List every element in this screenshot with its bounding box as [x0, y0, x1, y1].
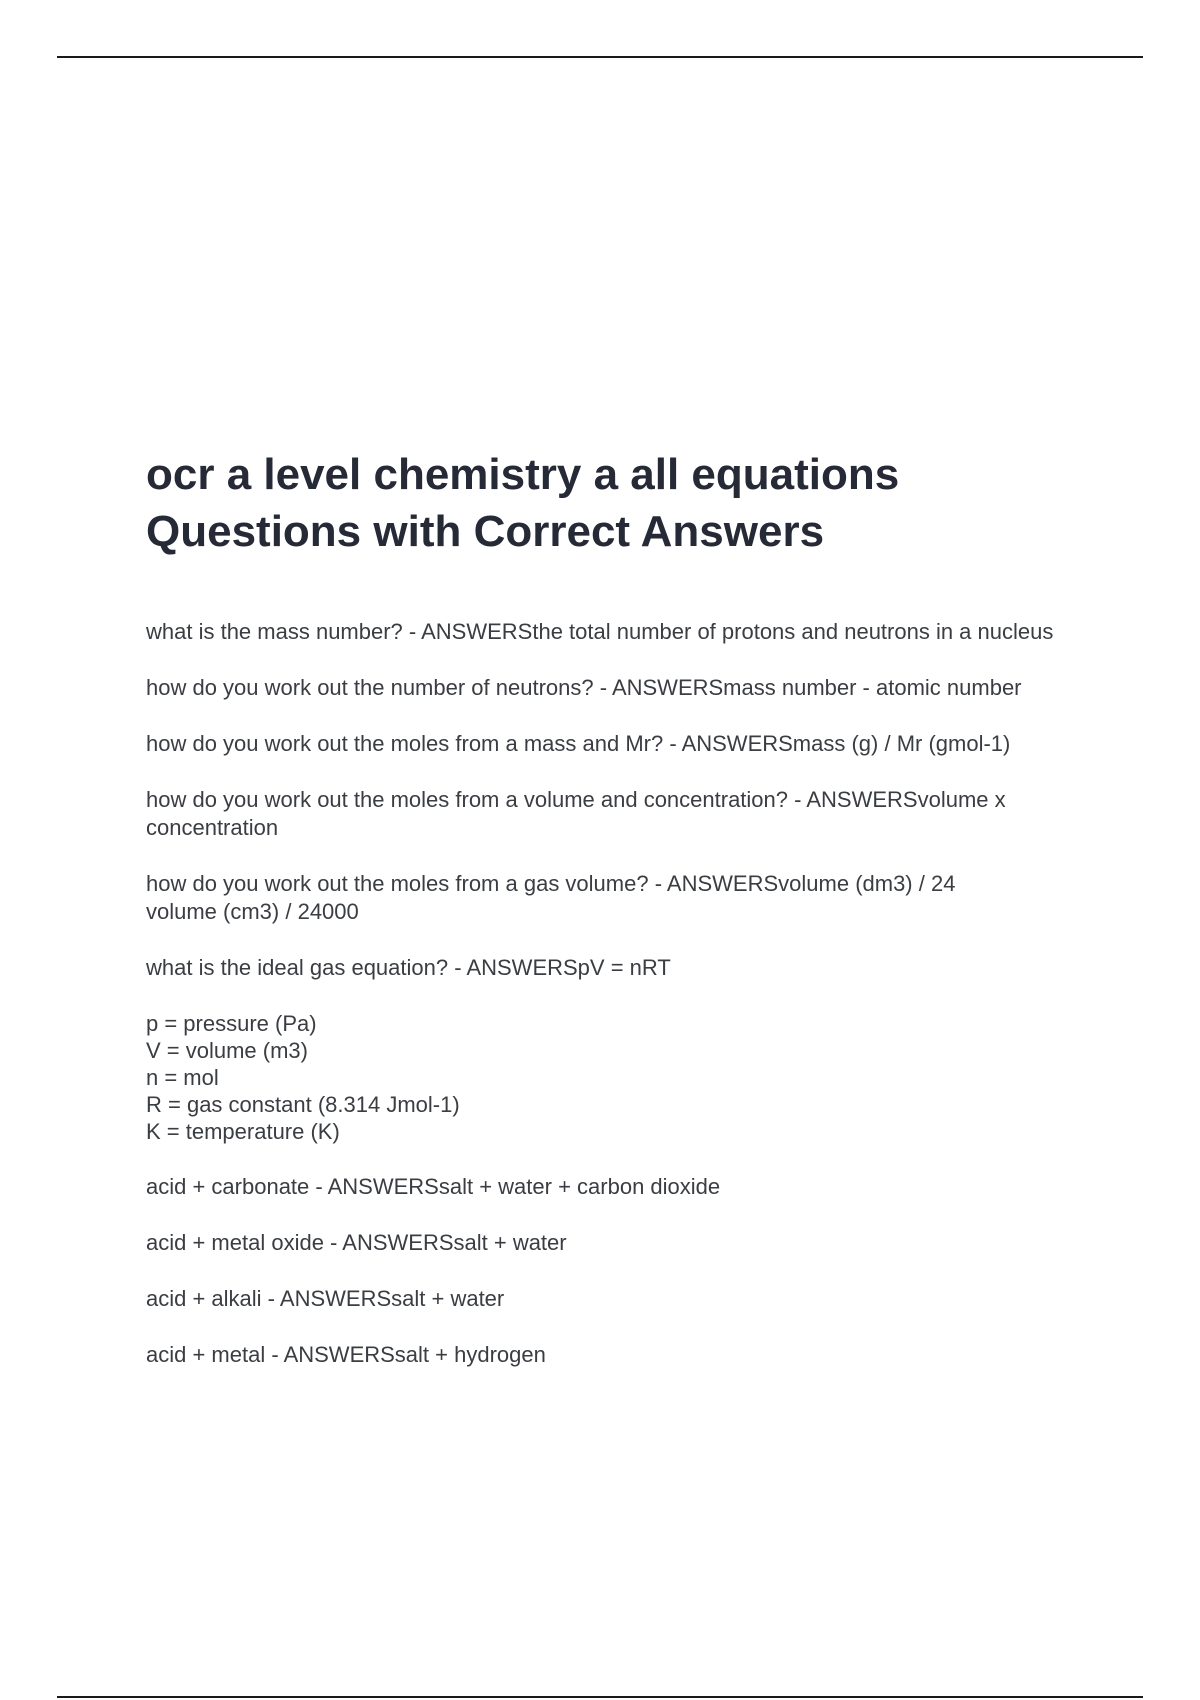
variable-line: n = mol: [146, 1065, 219, 1090]
variable-line: K = temperature (K): [146, 1119, 340, 1144]
reaction-item: acid + metal - ANSWERSsalt + hydrogen: [146, 1342, 546, 1367]
qa-list: [146, 618, 1086, 1369]
reaction-item: acid + metal oxide - ANSWERSsalt + water: [146, 1230, 567, 1255]
document-body: [146, 446, 1086, 1397]
variable-line: R = gas constant (8.314 Jmol-1): [146, 1092, 460, 1117]
title-line-2: Questions with Correct Answers: [146, 507, 825, 556]
variable-line: V = volume (m3): [146, 1038, 308, 1063]
title-line-1: ocr a level chemistry a all equations: [146, 450, 900, 499]
reaction-item: acid + carbonate - ANSWERSsalt + water + carbon dioxide: [146, 1174, 721, 1199]
qa-item: how do you work out the moles from a volume and concentration? - ANSWERSvolume x concentration: [146, 787, 1006, 840]
qa-item: how do you work out the moles from a gas volume? - ANSWERSvolume (dm3) / 24 volume (cm3) / 24000: [146, 871, 956, 924]
qa-item: how do you work out the number of neutrons? - ANSWERSmass number - atomic number: [146, 675, 1022, 700]
top-divider: [57, 56, 1143, 58]
ideal-gas-variables: [146, 1010, 1086, 1145]
bottom-divider: [57, 1696, 1143, 1698]
qa-item: what is the mass number? - ANSWERSthe total number of protons and neutrons in a nucleus: [146, 619, 1054, 644]
reaction-item: acid + alkali - ANSWERSsalt + water: [146, 1286, 505, 1311]
document-title: [146, 446, 1086, 560]
qa-item: how do you work out the moles from a mass and Mr? - ANSWERSmass (g) / Mr (gmol-1): [146, 731, 1011, 756]
qa-item: what is the ideal gas equation? - ANSWERSpV = nRT: [146, 955, 671, 980]
variable-line: p = pressure (Pa): [146, 1011, 317, 1036]
